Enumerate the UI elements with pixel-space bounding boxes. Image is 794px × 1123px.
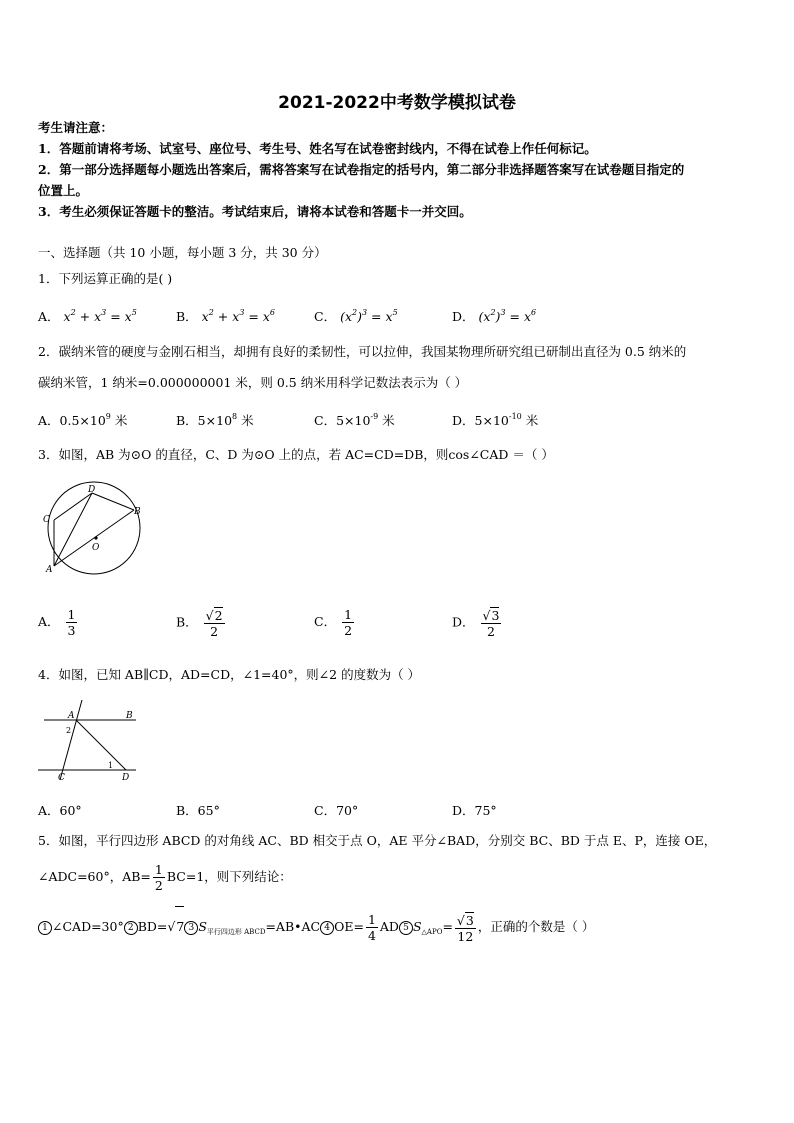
q4-option-b[interactable]: B．65° xyxy=(176,803,220,818)
conclusion-1: ∠CAD=30° xyxy=(52,919,124,934)
q1-option-a[interactable] xyxy=(38,307,137,325)
q5-tail: ，正确的个数是（ ） xyxy=(477,919,595,934)
q2-option-d-unit: 米 xyxy=(521,413,539,428)
q2-option-b[interactable] xyxy=(176,411,254,429)
label-c: C xyxy=(58,773,65,783)
q3-option-b-label: B． xyxy=(176,614,198,630)
q2-option-b-exp: 8 xyxy=(232,412,238,421)
notice-item-2-cont: 位置上。 xyxy=(38,183,89,198)
q5-stem-2: ∠ADC=60°，AB= $\frac{1}{2}$ BC=1，则下列结论： xyxy=(38,862,292,893)
section-heading: 一、选择题（共 10 小题，每小题 3 分，共 30 分） xyxy=(38,245,327,260)
circled-2: 2 xyxy=(124,921,138,935)
q5-conclusions: 1 ∠CAD=30° 2 BD=√7 3 $S_{平行四边形 ABCD}=AB•AC$ 4 OE= $\frac{1}{4}$ AD 5 $S_{\triangle APO}=$ $\frac{√3}{12}$ ，正确的个数是（ ） xyxy=(38,906,594,947)
circled-1: 1 xyxy=(38,921,52,935)
q3-option-b[interactable] xyxy=(176,607,227,639)
label-angle-2: 2 xyxy=(66,726,72,735)
conclusion-3: =AB•AC xyxy=(265,919,321,934)
label-a: A xyxy=(46,565,53,575)
conclusion-2: BD= xyxy=(137,919,168,934)
q1-option-b-expr: $x^2 + x^3 = x^6$ xyxy=(201,308,275,324)
q3-option-d-label: D． xyxy=(452,614,475,630)
q1-option-d-label: D． xyxy=(452,309,475,324)
q2-option-c-text: C．5×10 xyxy=(314,413,371,428)
q1-option-b-label: B． xyxy=(176,309,198,324)
circled-4: 4 xyxy=(320,921,334,935)
notice-item-2: 2．第一部分选择题每小题选出答案后，需将答案写在试卷指定的括号内，第二部分非选择题答案写在试卷题目指定的 xyxy=(38,162,685,177)
q2-option-c-exp: -9 xyxy=(370,412,379,421)
label-angle-1: 1 xyxy=(108,761,114,770)
q1-option-a-expr: $x^2 + x^3 = x^5$ xyxy=(63,308,137,324)
q3-option-c-frac: $\frac{1}{2}$ xyxy=(344,607,353,638)
q3-option-a[interactable] xyxy=(38,607,79,638)
q2-option-d-exp: -10 xyxy=(508,412,522,421)
label-b: B xyxy=(134,507,141,517)
q2-option-b-unit: 米 xyxy=(237,413,254,428)
q3-option-c-label: C． xyxy=(314,614,337,629)
q3-option-c[interactable] xyxy=(314,607,356,638)
line-ad xyxy=(76,720,126,770)
label-c: C xyxy=(43,515,50,525)
label-o: O xyxy=(92,543,100,553)
q4-option-d[interactable]: D．75° xyxy=(452,803,497,818)
chord-ad xyxy=(54,493,92,566)
q2-stem-1: 2．碳纳米管的硬度与金刚石相当，却拥有良好的柔韧性，可以拉伸，我国某物理所研究组已研制出直径为 0.5 纳米的 xyxy=(38,344,687,359)
page-title: 2021-2022中考数学模拟试卷 xyxy=(278,93,516,113)
q1-option-c-expr: $(x^2)^3 = x^5$ xyxy=(340,308,398,324)
q2-option-a-text: A．0.5×10 xyxy=(38,413,106,428)
q3-circle-figure xyxy=(38,480,148,580)
q1-option-d[interactable] xyxy=(452,307,536,325)
q2-stem-2: 碳纳米管，1 纳米=0.000000001 米，则 0.5 纳米用科学记数法表示为（ ） xyxy=(38,375,468,390)
label-b: B xyxy=(126,711,133,721)
q2-option-c-unit: 米 xyxy=(378,413,395,428)
label-d: D xyxy=(122,773,130,783)
center-point xyxy=(94,536,97,539)
label-d: D xyxy=(88,485,96,495)
q4-parallel-figure xyxy=(36,698,146,786)
q3-option-d[interactable] xyxy=(452,607,503,639)
q5-stem-1: 5．如图，平行四边形 ABCD 的对角线 AC、BD 相交于点 O，AE 平分∠BAD，分别交 BC、BD 于点 E、P，连接 OE， xyxy=(38,833,717,848)
q1-option-b[interactable] xyxy=(176,307,275,325)
chord-db xyxy=(92,493,134,510)
label-a: A xyxy=(68,711,75,721)
q3-stem: 3．如图，AB 为⊙O 的直径，C、D 为⊙O 上的点，若 AC=CD=DB，则cos∠CAD ＝（ ） xyxy=(38,447,554,462)
q1-option-c-label: C． xyxy=(314,309,337,324)
q3-option-a-label: A． xyxy=(38,614,60,629)
q2-option-a-unit: 米 xyxy=(110,413,128,428)
q2-option-b-text: B．5×10 xyxy=(176,413,233,428)
q2-option-a-exp: 9 xyxy=(105,412,111,421)
notice-heading: 考生请注意： xyxy=(38,120,114,135)
q1-option-d-expr: $(x^2)^3 = x^6$ xyxy=(478,308,537,324)
q4-option-a[interactable]: A．60° xyxy=(38,803,82,818)
circled-5: 5 xyxy=(399,921,413,935)
q2-option-d-text: D．5×10 xyxy=(452,413,509,428)
q2-option-a[interactable] xyxy=(38,411,127,429)
q3-option-b-frac: $\frac{√2}{2}$ xyxy=(205,608,223,639)
q3-option-d-frac: $\frac{√3}{2}$ xyxy=(482,608,500,639)
notice-item-3: 3．考生必须保证答题卡的整洁。考试结束后，请将本试卷和答题卡一并交回。 xyxy=(38,204,472,219)
q2-option-c[interactable] xyxy=(314,411,395,429)
q3-option-a-frac: $\frac{1}{3}$ xyxy=(67,607,76,638)
circled-3: 3 xyxy=(184,921,198,935)
conclusion-4: OE= xyxy=(334,919,364,934)
q1-option-c[interactable] xyxy=(314,307,398,325)
q2-option-d[interactable] xyxy=(452,411,538,429)
q4-option-c[interactable]: C．70° xyxy=(314,803,359,818)
diameter-ab xyxy=(54,510,134,566)
q1-stem: 1．下列运算正确的是( ) xyxy=(38,271,173,286)
q1-option-a-label: A． xyxy=(38,309,60,324)
q4-stem: 4．如图，已知 AB∥CD，AD=CD，∠1=40°，则∠2 的度数为（ ） xyxy=(38,667,421,682)
notice-item-1: 1．答题前请将考场、试室号、座位号、考生号、姓名写在试卷密封线内，不得在试卷上作任何标记。 xyxy=(38,141,597,156)
